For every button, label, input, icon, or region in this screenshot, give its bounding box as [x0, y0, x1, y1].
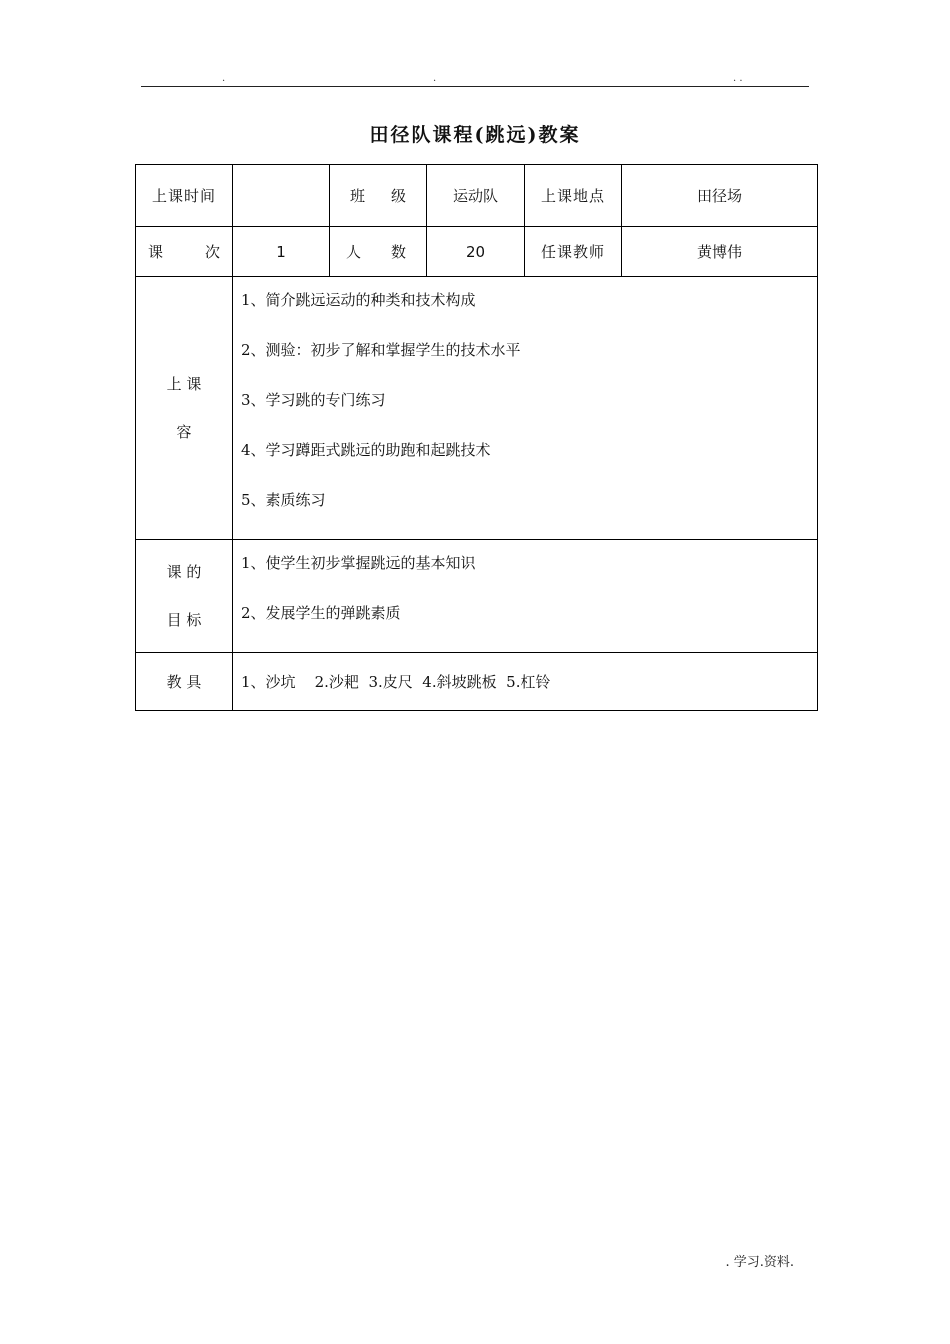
content-label-cell: [136, 277, 233, 540]
session-value: 1: [233, 227, 330, 277]
count-label-2: 数: [390, 243, 406, 261]
session-label-2: 次: [204, 243, 220, 261]
header-dot: .: [433, 73, 437, 84]
lesson-plan-table: [135, 164, 818, 711]
content-label-line-2: 容: [176, 423, 192, 441]
goals-items-cell: [233, 540, 818, 653]
class-label-cell: [330, 165, 427, 227]
goals-label-line-2: 目 标: [166, 611, 202, 629]
content-item: 2、测验：初步了解和掌握学生的技术水平: [241, 341, 521, 359]
class-label-1: 班: [350, 187, 366, 205]
teacher-label: 任课教师: [525, 227, 622, 277]
table-row-time: [136, 165, 818, 227]
content-item: 5、素质练习: [241, 491, 326, 509]
document-title: 田径队课程(跳远)教案: [369, 124, 581, 146]
content-item: 4、学习蹲距式跳远的助跑和起跳技术: [241, 441, 491, 459]
content-item: 3、学习跳的专门练习: [241, 391, 386, 409]
class-value: 运动队: [427, 165, 525, 227]
place-label: 上课地点: [525, 165, 622, 227]
goals-label-cell: [136, 540, 233, 653]
table-row-goals: [136, 540, 818, 653]
header-dot: . .: [733, 73, 743, 84]
teacher-value: 黄博伟: [622, 227, 818, 277]
time-label: 上课时间: [136, 165, 233, 227]
header-rule: [141, 86, 809, 87]
session-label-1: 课: [148, 243, 164, 261]
content-items-cell: [233, 277, 818, 540]
goal-item: 1、使学生初步掌握跳远的基本知识: [241, 554, 476, 572]
count-label-1: 人: [346, 243, 362, 261]
equipment-label: 教 具: [136, 653, 233, 711]
table-row-session: [136, 227, 818, 277]
time-value: [233, 165, 330, 227]
page-footer: . 学习.资料.: [725, 1255, 794, 1270]
class-label-2: 级: [390, 187, 406, 205]
goal-item: 2、发展学生的弹跳素质: [241, 604, 401, 622]
content-item: 1、简介跳远运动的种类和技术构成: [241, 291, 476, 309]
header-dot: .: [222, 73, 226, 84]
table-row-equipment: [136, 653, 818, 711]
content-label-line-1: 上 课: [166, 375, 202, 393]
table-row-content: [136, 277, 818, 540]
session-label-cell: [136, 227, 233, 277]
count-value: 20: [427, 227, 525, 277]
goals-label-line-1: 课 的: [166, 563, 202, 581]
count-label-cell: [330, 227, 427, 277]
place-value: 田径场: [622, 165, 818, 227]
equipment-value: 1、沙坑 2.沙耙 3.皮尺 4.斜坡跳板 5.杠铃: [233, 653, 818, 711]
